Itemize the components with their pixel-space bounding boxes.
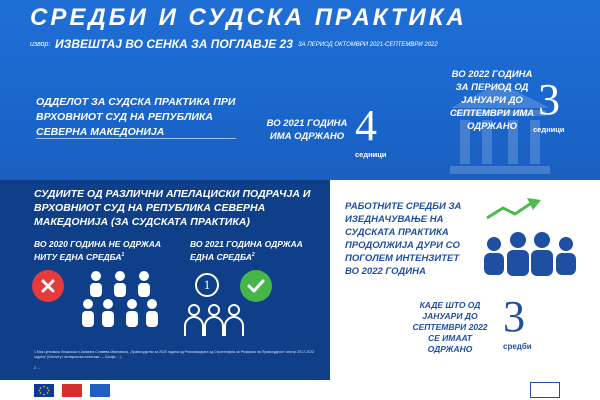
source-label: извор: bbox=[30, 41, 51, 48]
sessions-2022-number: 3 bbox=[538, 75, 560, 124]
sessions-2021-unit: седници bbox=[355, 150, 387, 159]
meetings-2022-number: 3 bbox=[503, 292, 525, 341]
one-meeting-badge: 1 bbox=[195, 273, 219, 297]
people-group-icon bbox=[480, 222, 580, 282]
where-text: КАДЕ ШТО ОД ЈАНУАРИ ДО СЕПТЕМВРИ 2022 СЕ ИМААТ ОДРЖАНО bbox=[412, 300, 488, 354]
meeting-people-icon bbox=[182, 302, 262, 342]
meetings-2021-text: ВО 2021 ГОДИНА ОДРЖАА ЕДНА СРЕДБА$^2$ bbox=[190, 239, 303, 262]
no-meeting-icon bbox=[32, 270, 64, 302]
sessions-2022-unit: седници bbox=[533, 125, 565, 134]
department-text: ОДДЕЛОТ ЗА СУДСКА ПРАКТИКА ПРИ ВРХОВНИОТ СУД НА РЕПУБЛИКА СЕВЕРНА МАКЕДОНИЈА bbox=[36, 96, 236, 138]
divider bbox=[36, 138, 236, 139]
meetings-2020-text: ВО 2020 ГОДИНА НЕ ОДРЖАА НИТУ ЕДНА СРЕДБА$^1$ bbox=[34, 239, 161, 262]
sessions-2022-text: ВО 2022 ГОДИНА ЗА ПЕРИОД ОД ЈАНУАРИ ДО СЕПТЕМВРИ ИМА ОДРЖАНО bbox=[449, 69, 535, 132]
judges-text: СУДИИТЕ ОД РАЗЛИЧНИ АПЕЛАЦИСКИ ПОДРАЧЈА И ВРХОВНИОТ СУД НА РЕПУБЛИКА СЕВЕРНА МАКЕДОНИЈА (ЗА СУДСКАТА ПРАКТИКА) bbox=[34, 188, 311, 228]
eu-flag-logo bbox=[34, 384, 54, 397]
footnote-2: 2 ... bbox=[34, 366, 40, 370]
trend-up-icon bbox=[485, 198, 555, 222]
sessions-2021-number: 4 bbox=[355, 101, 377, 150]
working-meetings-text: РАБОТНИТЕ СРЕДБИ ЗА ИЗЕДНАЧУВАЊЕ НА СУДСКАТА ПРАКТИКА ПРОДОЛЖИЈА ДУРИ СО ПОГОЛЕМ ИНТЕНЗИТЕТ ВО 2022 ГОДИНА bbox=[345, 201, 462, 277]
page-title: СРЕДБИ И СУДСКА ПРАКТИКА bbox=[30, 4, 467, 31]
meeting-held-icon bbox=[240, 270, 272, 302]
institute-logo bbox=[530, 382, 560, 398]
source-title: ИЗВЕШТАЈ ВО СЕНКА ЗА ПОГЛАВЈЕ 23 bbox=[55, 37, 293, 51]
source-period: ЗА ПЕРИОД ОКТОМВРИ 2021-СЕПТЕМВРИ 2022 bbox=[298, 42, 438, 48]
footnote-1: 1 Мак Ценовска Лешкоска и Јасмина Славева-Ивановска, „Правосудство за 2020 година од Реализацијата од Стратегијата за Реформа на Правосудниот сектор 2017-2022 година“ (Институт за европска политика — Скопје, ...) bbox=[34, 350, 315, 359]
meetings-2022-unit: средби bbox=[503, 342, 532, 351]
group-people-icon bbox=[80, 268, 160, 332]
sessions-2021-text: ВО 2021 ГОДИНА ИМА ОДРЖАНО bbox=[266, 118, 348, 142]
partner-logo bbox=[62, 384, 82, 397]
partner-logo-2 bbox=[90, 384, 110, 397]
